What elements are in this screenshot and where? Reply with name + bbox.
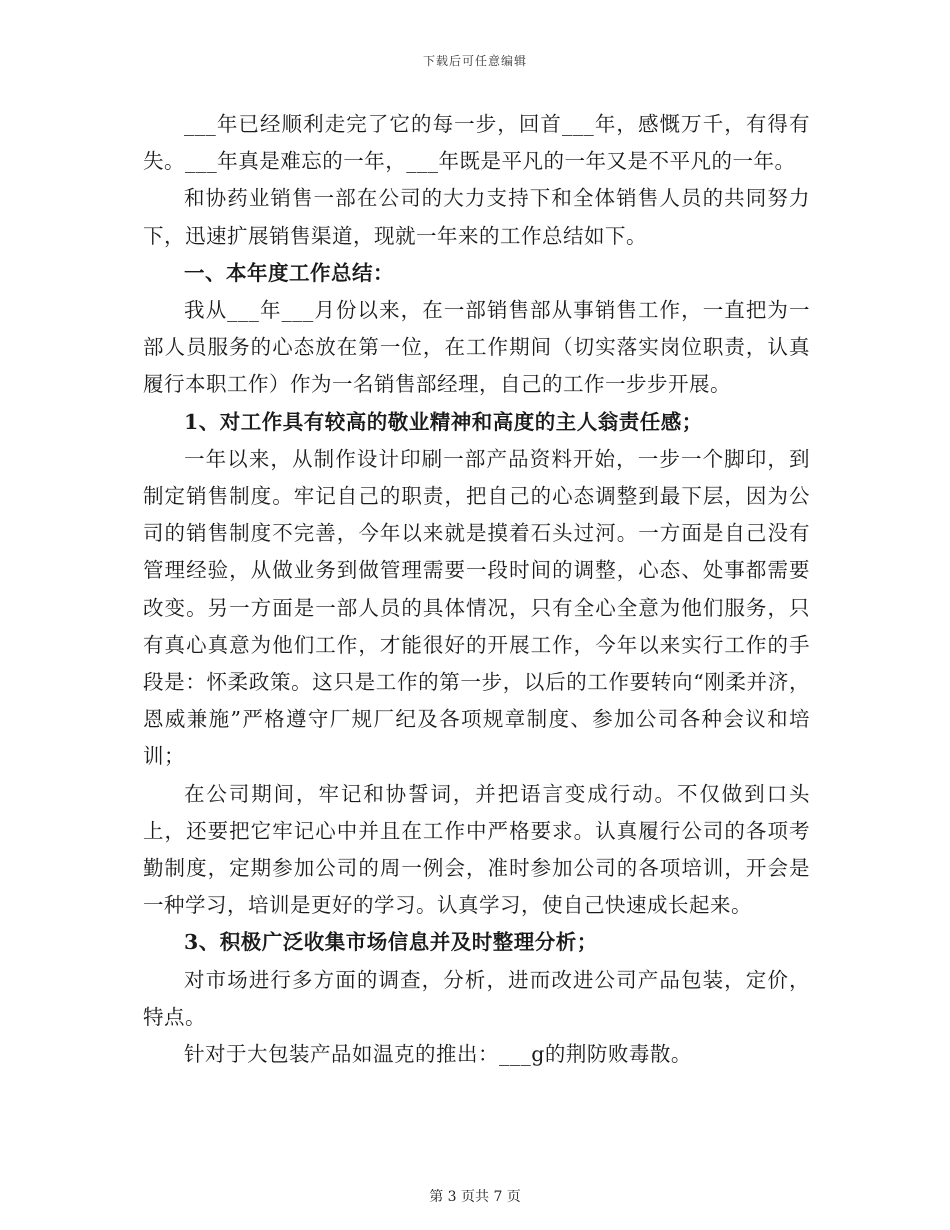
paragraph: 和协药业销售一部在公司的大力支持下和全体销售人员的共同努力下，迅速扩展销售渠道，现就一年来的工作总结如下。 [143,186,810,248]
paragraph: 在公司期间，牢记和协誓词，并把语言变成行动。不仅做到口头上，还要把它牢记心中并且在工作中严格要求。认真履行公司的各项考勤制度，定期参加公司的周一例会，准时参加公司的各项培训，开会是一种学习，培训是更好的学习。认真学习，使自己快速成长起来。 [143,781,810,918]
paragraph: 对市场进行多方面的调查，分析，进而改进公司产品包装，定价，特点。 [143,967,810,1029]
page-header: 下载后可任意编辑 [422,54,527,68]
paragraph: 一年以来，从制作设计印刷一部产品资料开始，一步一个脚印，到制定销售制度。牢记自己的职责，把自己的心态调整到最下层，因为公司的销售制度不完善，今年以来就是摸着石头过河。一方面是自己没有管理经验，从做业务到做管理需要一段时间的调整，心态、处事都需要改变。另一方面是一部人员的具体情况，只有全心全意为他们服务，只有真心真意为他们工作，才能很好的开展工作，今年以来实行工作的手段是：怀柔政策。这只是工作的第一步，以后的工作要转向“刚柔并济，恩威兼施”严格遵守厂规厂纪及各项规章制度、参加公司各种会议和培训； [143,446,810,769]
page-number: 第 3 页共 7 页 [429,1189,521,1205]
paragraph: ___年已经顺利走完了它的每一步，回首___年，感慨万千，有得有失。___年真是难忘的一年，___年既是平凡的一年又是不平凡的一年。 [143,112,810,174]
document-body [143,106,810,1073]
section-heading: 1、对工作具有较高的敬业精神和高度的主人翁责任感； [184,409,703,434]
section-heading: 一、本年度工作总结： [184,260,394,285]
section-heading: 3、积极广泛收集市场信息并及时整理分析； [184,930,598,955]
paragraph: 针对于大包装产品如温克的推出：___g的荆防败毒散。 [184,1042,692,1067]
paragraph: 我从___年___月份以来，在一部销售部从事销售工作，一直把为一部人员服务的心态放在第一位，在工作期间（切实落实岗位职责，认真履行本职工作）作为一名销售部经理，自己的工作一步步开展。 [143,298,810,397]
